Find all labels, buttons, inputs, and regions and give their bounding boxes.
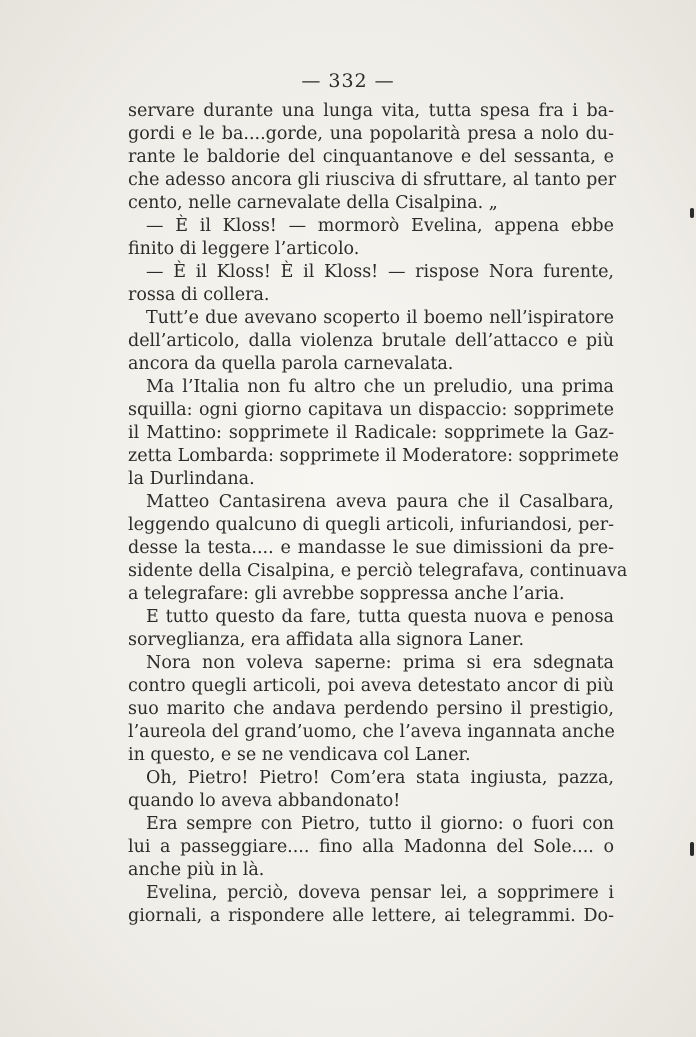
text-line: Nora non voleva saperne: prima si era sdegnata: [146, 653, 614, 673]
text-line: anche più in là.: [128, 860, 265, 880]
margin-mark: [690, 842, 694, 856]
text-line: Tutt’e due avevano scoperto il boemo nell’ispiratore: [146, 308, 614, 328]
text-line: a telegrafare: gli avrebbe soppressa anche l’aria.: [128, 584, 565, 604]
text-line: E tutto questo da fare, tutta questa nuova e penosa: [146, 607, 614, 627]
text-line: rossa di collera.: [128, 285, 270, 305]
page-text: [128, 100, 628, 928]
text-line: il Mattino: sopprimete il Radicale: sopprimete la Gaz-: [128, 423, 614, 443]
text-line: dell’articolo, dalla violenza brutale dell’attacco e più: [128, 331, 614, 351]
text-line: la Durlindana.: [128, 469, 255, 489]
text-line: Oh, Pietro! Pietro! Com’era stata ingiusta, pazza,: [146, 768, 614, 788]
text-line: — È il Kloss! È il Kloss! — rispose Nora furente,: [146, 262, 614, 282]
text-line: ancora da quella parola carnevalata.: [128, 354, 454, 374]
text-line: contro quegli articoli, poi aveva detestato ancor di più: [128, 676, 614, 696]
text-line: l’aureola del grand’uomo, che l’aveva ingannata anche: [128, 722, 615, 742]
text-line: Evelina, perciò, doveva pensar lei, a sopprimere i: [146, 883, 614, 903]
page-number: — 332 —: [301, 70, 395, 92]
text-line: sorveglianza, era affidata alla signora Laner.: [128, 630, 525, 650]
text-line: servare durante una lunga vita, tutta spesa fra i ba-: [128, 101, 614, 121]
text-line: leggendo qualcuno di quegli articoli, infuriandosi, per-: [128, 515, 614, 535]
text-line: gordi e le ba....gorde, una popolarità presa a nolo du-: [128, 124, 614, 144]
text-line: quando lo aveva abbandonato!: [128, 791, 401, 811]
margin-mark: [690, 208, 694, 218]
text-line: Era sempre con Pietro, tutto il giorno: o fuori con: [146, 814, 614, 834]
text-line: finito di leggere l’articolo.: [128, 239, 360, 259]
text-line: che adesso ancora gli riusciva di sfruttare, al tanto per: [128, 170, 617, 190]
text-line: Ma l’Italia non fu altro che un preludio, una prima: [146, 377, 614, 397]
text-line: desse la testa.... e mandasse le sue dimissioni da pre-: [128, 538, 614, 558]
text-line: giornali, a rispondere alle lettere, ai telegrammi. Do-: [128, 906, 614, 926]
text-line: rante le baldorie del cinquantanove e del sessanta, e: [128, 147, 614, 167]
text-line: suo marito che andava perdendo persino il prestigio,: [128, 699, 614, 719]
text-line: squilla: ogni giorno capitava un dispaccio: sopprimete: [128, 400, 614, 420]
text-line: zetta Lombarda: sopprimete il Moderatore: sopprimete: [128, 446, 619, 466]
text-line: lui a passeggiare.... fino alla Madonna del Sole.... o: [128, 837, 614, 857]
text-line: cento, nelle carnevalate della Cisalpina. „: [128, 193, 498, 213]
text-line: in questo, e se ne vendicava col Laner.: [128, 745, 471, 765]
text-line: — È il Kloss! — mormorò Evelina, appena ebbe: [146, 216, 614, 236]
text-line: Matteo Cantasirena aveva paura che il Casalbara,: [146, 492, 614, 512]
text-line: sidente della Cisalpina, e perciò telegrafava, continuava: [128, 561, 628, 581]
